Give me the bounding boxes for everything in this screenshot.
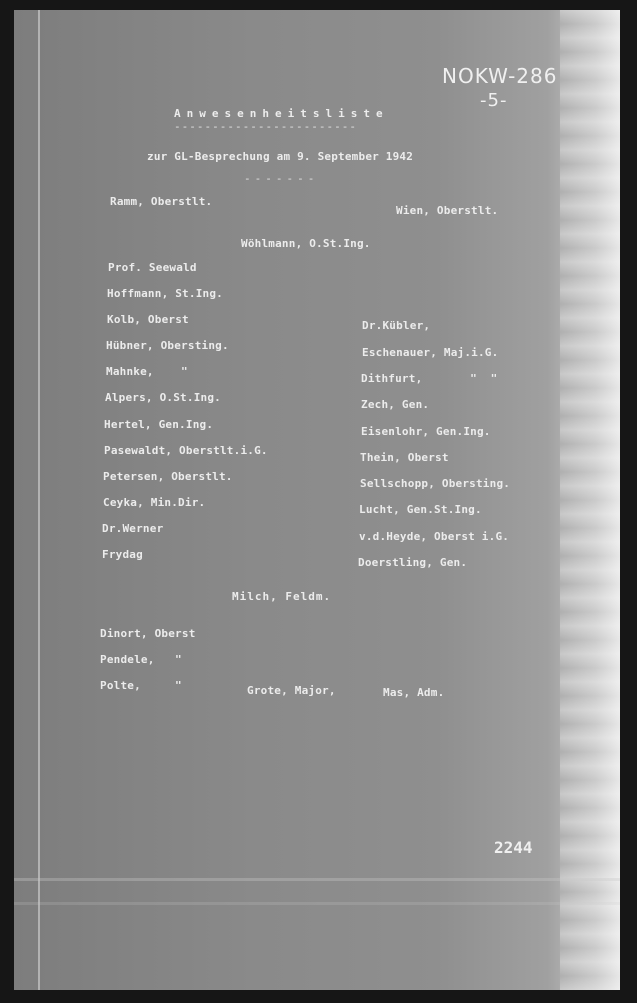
attendee-right: Doerstling, Gen. bbox=[358, 556, 468, 569]
chair-upper: Wöhlmann, O.St.Ing. bbox=[241, 237, 371, 250]
attendee-left: Mahnke, " bbox=[106, 365, 188, 378]
page-number: 2244 bbox=[494, 838, 533, 857]
attendee-right: Eschenauer, Maj.i.G. bbox=[362, 346, 499, 359]
title-underline: ------------------------ bbox=[174, 120, 357, 133]
attendee-left: Hübner, Obersting. bbox=[106, 339, 229, 352]
archive-mark: NOKW-286 bbox=[442, 64, 558, 88]
attendee-left: Petersen, Oberstlt. bbox=[103, 470, 233, 483]
attendee-bottom-middle: Grote, Major, bbox=[247, 684, 336, 697]
attendee-top-right: Wien, Oberstlt. bbox=[396, 204, 499, 217]
attendee-right: Lucht, Gen.St.Ing. bbox=[359, 503, 482, 516]
fold-line bbox=[14, 878, 620, 881]
attendee-bottom-left: Pendele, " bbox=[100, 653, 182, 666]
sheet-ripple-edge bbox=[560, 10, 620, 990]
attendee-right: Thein, Oberst bbox=[360, 451, 449, 464]
document-sheet bbox=[14, 10, 620, 990]
attendee-right: v.d.Heyde, Oberst i.G. bbox=[359, 530, 510, 543]
attendee-bottom-right: Mas, Adm. bbox=[383, 686, 445, 699]
attendee-right: Eisenlohr, Gen.Ing. bbox=[361, 425, 491, 438]
attendee-left: Hoffmann, St.Ing. bbox=[107, 287, 223, 300]
attendee-left: Alpers, O.St.Ing. bbox=[105, 391, 221, 404]
page-mark: -5- bbox=[480, 90, 508, 111]
attendee-left: Frydag bbox=[102, 548, 143, 561]
attendee-right: Dithfurt, " " bbox=[361, 372, 498, 385]
attendee-left: Ceyka, Min.Dir. bbox=[103, 496, 206, 509]
chair-lower: Milch, Feldm. bbox=[232, 590, 332, 603]
attendee-top-left: Ramm, Oberstlt. bbox=[110, 195, 213, 208]
document-subtitle: zur GL-Besprechung am 9. September 1942 bbox=[147, 150, 414, 163]
attendee-right: Sellschopp, Obersting. bbox=[360, 477, 511, 490]
attendee-left: Prof. Seewald bbox=[108, 261, 197, 274]
document-title: Anwesenheitsliste bbox=[174, 107, 389, 120]
attendee-left: Hertel, Gen.Ing. bbox=[104, 418, 214, 431]
attendee-right: Dr.Kübler, bbox=[362, 319, 431, 332]
attendee-left: Kolb, Oberst bbox=[107, 313, 189, 326]
attendee-left: Dr.Werner bbox=[102, 522, 164, 535]
sheet-left-edge bbox=[38, 10, 40, 990]
attendee-bottom-left: Dinort, Oberst bbox=[100, 627, 196, 640]
attendee-bottom-left: Polte, " bbox=[100, 679, 182, 692]
attendee-left: Pasewaldt, Oberstlt.i.G. bbox=[104, 444, 268, 457]
attendee-right: Zech, Gen. bbox=[361, 398, 430, 411]
fold-line bbox=[14, 902, 620, 905]
subtitle-underline: ------- bbox=[244, 172, 319, 185]
